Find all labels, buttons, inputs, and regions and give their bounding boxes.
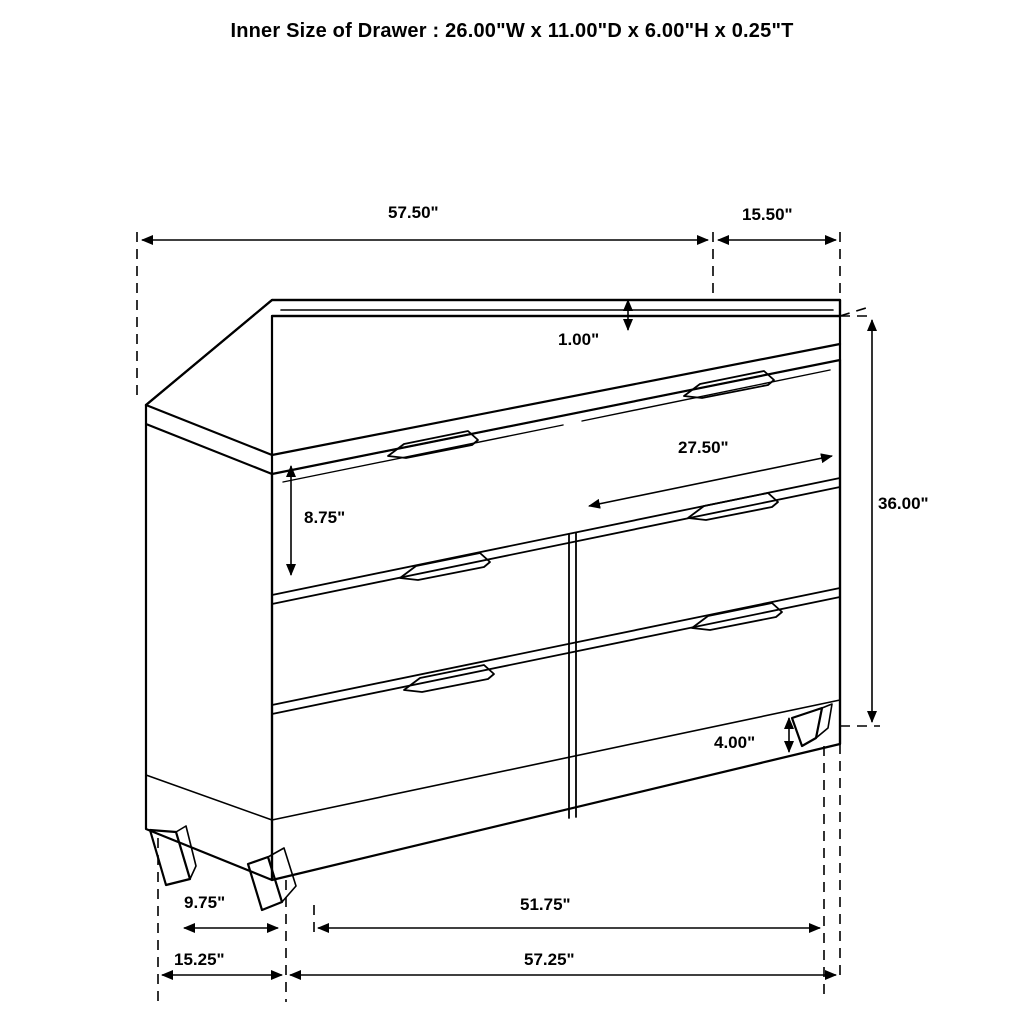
dim-label-leg-depth: 9.75" — [184, 893, 226, 912]
dim-label-top-overhang: 1.00" — [558, 330, 600, 349]
page-title: Inner Size of Drawer : 26.00"W x 11.00"D x 6.00"H x 0.25"T — [230, 20, 794, 42]
dim-label-overall-height: 36.00" — [878, 494, 929, 513]
dresser-body — [146, 300, 840, 910]
dim-label-drawer-width: 27.50" — [678, 438, 729, 457]
dim-label-top-width: 57.50" — [388, 203, 439, 222]
dim-label-base-width: 57.25" — [524, 950, 575, 969]
dim-label-leg-width: 51.75" — [520, 895, 571, 914]
dim-label-leg-height: 4.00" — [714, 733, 756, 752]
dim-label-drawer-height: 8.75" — [304, 508, 346, 527]
dimension-lines — [137, 232, 880, 1002]
dim-label-base-depth: 15.25" — [174, 950, 225, 969]
dim-label-top-depth: 15.50" — [742, 205, 793, 224]
